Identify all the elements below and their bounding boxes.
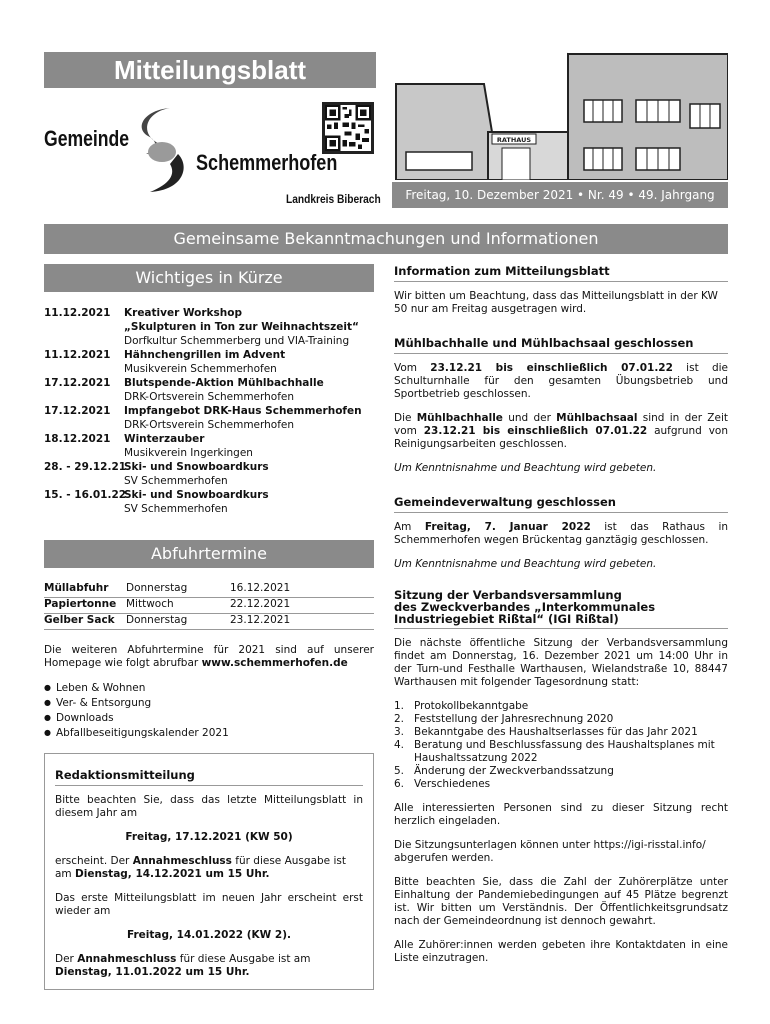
editorial-p1: Bitte beachten Sie, dass das letzte Mitteilungsblatt in diesem Jahr am	[55, 794, 363, 819]
event-date: 11.12.2021	[44, 307, 111, 319]
assembly-p3: Bitte beachten Sie, dass die Zahl der Zuhörerplätze unter Einhaltung der Pandemiebedingungen auf 45 Plätze begrenzt ist. Wir bitten um Verständnis. Der Öffentlichkeitsgrundsatz nach der Gemeindeordnung ist dennoch gewahrt.	[394, 876, 728, 927]
brand-district: Landkreis Biberach	[286, 192, 381, 206]
editorial-title: Redaktionsmitteilung	[55, 768, 363, 786]
section-title: Gemeinsame Bekanntmachungen und Informationen	[44, 224, 728, 254]
right-column	[394, 264, 728, 976]
halls-title: Mühlbachhalle und Mühlbachsaal geschlossen	[394, 336, 728, 354]
waste-date: 16.12.2021	[230, 582, 291, 594]
masthead-title: Mitteilungsblatt	[44, 52, 376, 88]
event-organizer: Musikverein Ingerkingen	[124, 447, 253, 459]
waste-date: 23.12.2021	[230, 614, 291, 626]
agenda-item: 6. Verschiedenes	[394, 778, 491, 790]
editorial-date1: Freitag, 17.12.2021 (KW 50)	[125, 831, 293, 843]
assembly-p1: Alle interessierten Personen sind zu dieser Sitzung recht herzlich eingeladen.	[394, 802, 728, 827]
waste-type: Papiertonne	[44, 598, 117, 610]
editorial-p2: erscheint. Der Annahmeschluss für diese Ausgabe ist am Dienstag, 14.12.2021 um 15 Uhr.	[55, 855, 346, 880]
brand-gemeinde: Gemeinde	[44, 126, 130, 151]
assembly-title: Sitzung der Verbandsversammlung des Zweckverbandes „Interkommunales Industriegebiet Rißtal“ (IGI Rißtal)	[394, 589, 728, 629]
assembly-intro: Die nächste öffentliche Sitzung der Verbandsversammlung findet am Donnerstag, 16. Dezember 2021 um 14:00 Uhr in der Turn-und Festhalle Warthausen, Wielandstraße 10, 88447 Warthausen mit folgender Tagesordnung statt:	[394, 637, 728, 688]
waste-table	[44, 582, 374, 630]
admin-note: Um Kenntnisnahme und Beachtung wird gebeten.	[394, 558, 657, 570]
waste-day: Mittwoch	[126, 598, 174, 610]
assembly-p4: Alle Zuhörer:innen werden gebeten ihre Kontaktdaten in eine Liste einzutragen.	[394, 939, 728, 964]
navigation-path	[44, 681, 374, 741]
waste-heading: Abfuhrtermine	[44, 540, 374, 568]
agenda-item: 4. Beratung und Beschlussfassung des Haushaltsplanes mit Haushaltssatzung 2022	[394, 739, 715, 764]
brand-place-name: Schemmerhofen	[196, 150, 338, 175]
issue-line: Freitag, 10. Dezember 2021 • Nr. 49 • 49. Jahrgang	[392, 182, 728, 208]
event-item	[44, 348, 374, 376]
event-item	[44, 460, 374, 488]
event-item	[44, 306, 374, 348]
nav-path-item[interactable]: ● Abfallbeseitigungskalender 2021	[44, 726, 374, 741]
agenda-item: 3. Bekanntgabe des Haushaltserlasses für das Jahr 2021	[394, 726, 698, 738]
waste-row	[44, 614, 374, 627]
event-date: 28. - 29.12.21	[44, 461, 127, 473]
event-title: Ski- und Snowboardkurs	[124, 489, 269, 501]
agenda-item: 5. Änderung der Zweckverbandssatzung	[394, 765, 614, 777]
event-title: Ski- und Snowboardkurs	[124, 461, 269, 473]
waste-day: Donnerstag	[126, 614, 188, 626]
event-title: Winterzauber	[124, 433, 205, 445]
agenda-item: 2. Feststellung der Jahresrechnung 2020	[394, 713, 614, 725]
info-title: Information zum Mitteilungsblatt	[394, 264, 728, 282]
event-date: 18.12.2021	[44, 433, 111, 445]
admin-title: Gemeindeverwaltung geschlossen	[394, 495, 728, 513]
editorial-notice	[44, 753, 374, 990]
event-title: Kreativer Workshop	[124, 307, 242, 319]
left-column	[44, 264, 374, 990]
event-title: „Skulpturen in Ton zur Weihnachtszeit“	[124, 321, 359, 333]
info-text: Wir bitten um Beachtung, dass das Mitteilungsblatt in der KW 50 nur am Freitag ausgetragen wird.	[394, 290, 718, 315]
agenda-item: 1. Protokollbekanntgabe	[394, 700, 529, 712]
editorial-p4: Der Annahmeschluss für diese Ausgabe ist am Dienstag, 11.01.2022 um 15 Uhr.	[55, 953, 311, 978]
event-title: Impfangebot DRK-Haus Schemmerhofen	[124, 405, 362, 417]
waste-date: 22.12.2021	[230, 598, 291, 610]
editorial-p3: Das erste Mitteilungsblatt im neuen Jahr erscheint erst wieder am	[55, 892, 363, 917]
event-title: Hähnchengrillen im Advent	[124, 349, 286, 361]
homepage-link[interactable]: www.schemmerhofen.de	[201, 657, 348, 669]
waste-type: Gelber Sack	[44, 614, 115, 626]
events-list	[44, 306, 374, 516]
event-date: 17.12.2021	[44, 405, 111, 417]
event-organizer: DRK-Ortsverein Schemmerhofen	[124, 419, 295, 431]
admin-p1: Am Freitag, 7. Januar 2022 ist das Rathaus in Schemmerhofen wegen Brückentag ganztägig geschlossen.	[394, 521, 729, 546]
event-organizer: Musikverein Schemmerhofen	[124, 363, 277, 375]
qr-code[interactable]	[322, 102, 374, 154]
nav-path-item[interactable]: ● Ver- & Entsorgung	[44, 696, 374, 711]
waste-day: Donnerstag	[126, 582, 188, 594]
event-item	[44, 432, 374, 460]
nav-path-item[interactable]: ● Leben & Wohnen	[44, 681, 374, 696]
event-item	[44, 404, 374, 432]
agenda-list	[394, 700, 728, 791]
halls-note: Um Kenntnisnahme und Beachtung wird gebeten.	[394, 462, 657, 474]
municipality-logo-icon	[126, 104, 192, 196]
briefs-heading: Wichtiges in Kürze	[44, 264, 374, 292]
event-organizer: SV Schemmerhofen	[124, 503, 228, 515]
halls-p2: Die Mühlbachhalle und der Mühlbachsaal sind in der Zeit vom 23.12.21 bis einschließlich 07.01.22 aufgrund von Reinigungsarbeiten geschlossen.	[394, 412, 728, 450]
assembly-p2: Die Sitzungsunterlagen können unter https://igi-risstal.info/ abgerufen werden.	[394, 839, 706, 864]
event-date: 17.12.2021	[44, 377, 111, 389]
event-item	[44, 376, 374, 404]
waste-row	[44, 598, 374, 611]
event-organizer: DRK-Ortsverein Schemmerhofen	[124, 391, 295, 403]
waste-type: Müllabfuhr	[44, 582, 109, 594]
waste-row	[44, 582, 374, 595]
editorial-date2: Freitag, 14.01.2022 (KW 2).	[126, 929, 291, 941]
event-date: 15. - 16.01.22	[44, 489, 127, 501]
nav-path-item[interactable]: ● Downloads	[44, 711, 374, 726]
event-item	[44, 488, 374, 516]
event-organizer: Dorfkultur Schemmerberg und VIA-Training	[124, 335, 350, 347]
waste-more-text: Die weiteren Abfuhrtermine für 2021 sind auf unserer Homepage wie folgt abrufbar www.schemmerhofen.de	[44, 644, 374, 669]
event-organizer: SV Schemmerhofen	[124, 475, 228, 487]
event-date: 11.12.2021	[44, 349, 111, 361]
halls-p1: Vom 23.12.21 bis einschließlich 07.01.22 ist die Schulturnhalle für den gesamten Übungsbetrieb und Sportbetrieb geschlossen.	[394, 362, 728, 400]
town-hall-illustration	[392, 44, 728, 180]
building-sign: RATHAUS	[496, 136, 532, 144]
event-title: Blutspende-Aktion Mühlbachhalle	[124, 377, 324, 389]
